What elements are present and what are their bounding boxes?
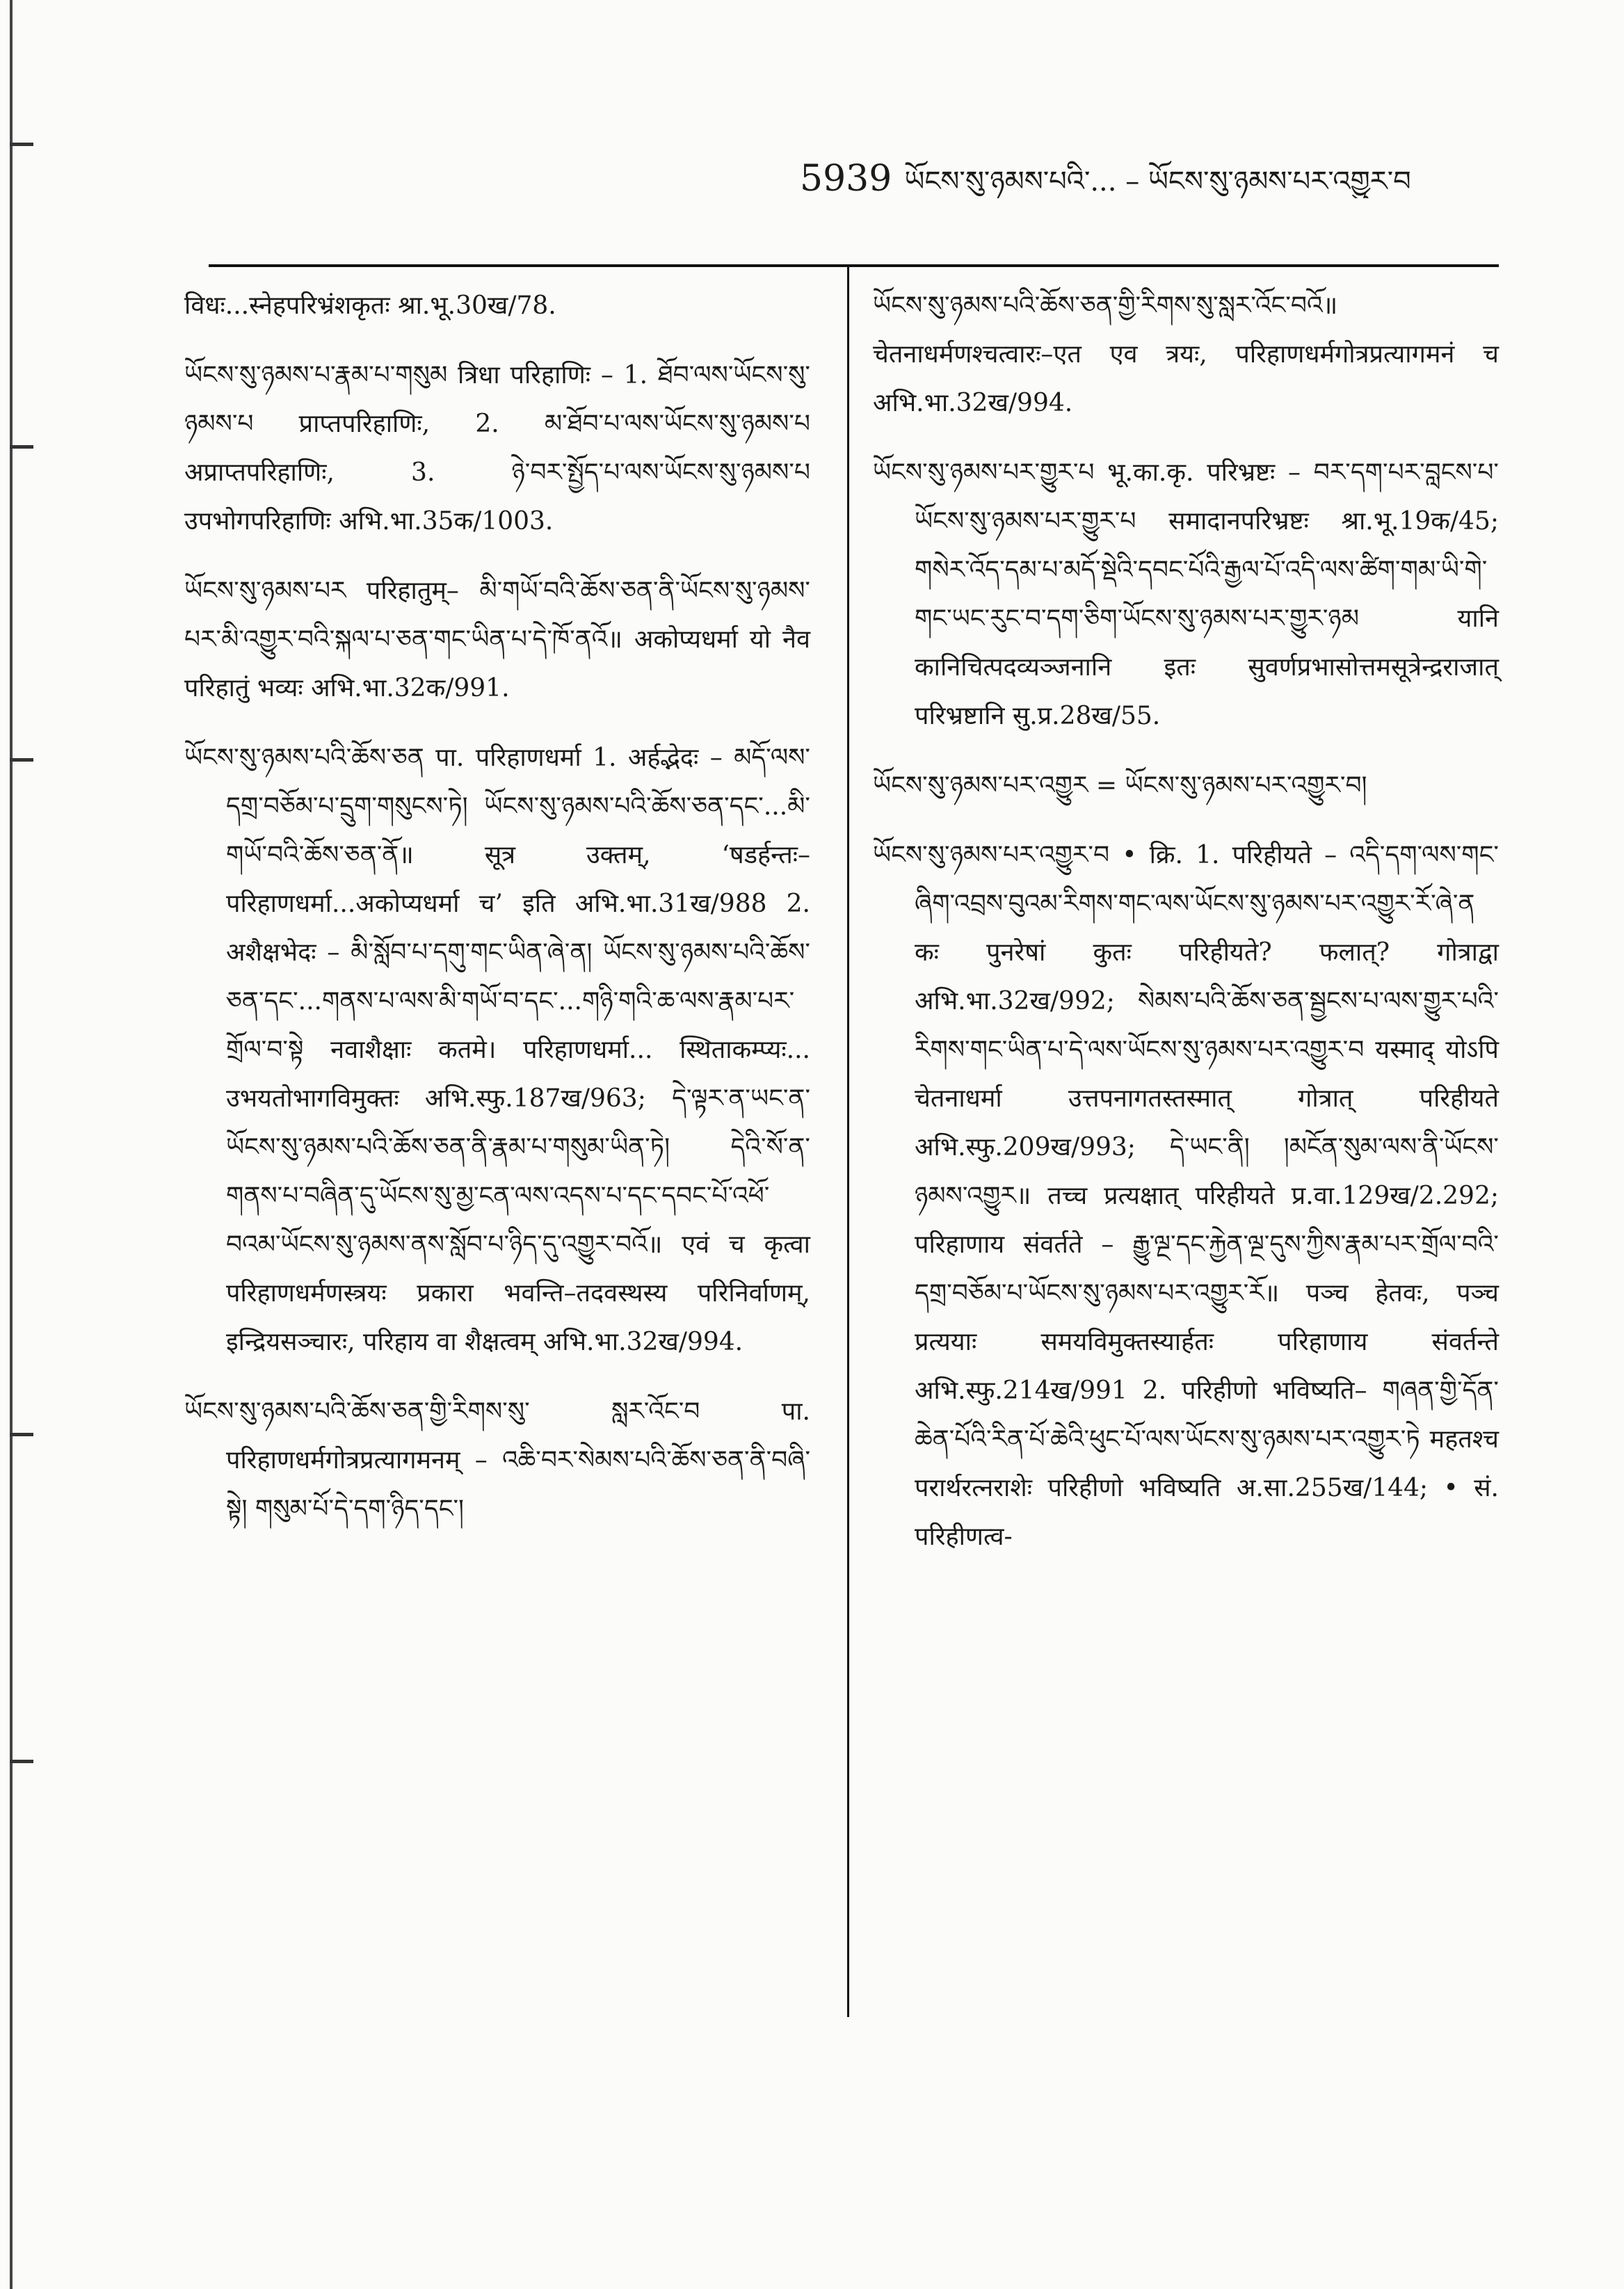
column-divider xyxy=(847,264,849,2017)
dictionary-entry: ཡོངས་སུ་ཉམས་པའི་ཆོས་ཅན पा. परिहाणधर्मा 1. अर्हद्भेदः – མདོ་ལས་དགྲ་བཅོམ་པ་དྲུག་གསུངས་ཏེ། ཡོངས་སུ་ཉམས་པའི་ཆོས་ཅན་དང་...མི་གཡོ་བའི་ཆོས་ཅན་ནོ॥ सूत्र उक्तम्, ‘षडर्हन्तः–परिहाणधर्मा...अकोप्यधर्मा च’ इति अभि.भा.31ख/988 2. अशैक्षभेदः – མི་སློབ་པ་དགུ་གང་ཡིན་ཞེ་ན། ཡོངས་སུ་ཉམས་པའི་ཆོས་ཅན་དང་...གནས་པ་ལས་མི་གཡོ་བ་དང་...གཉི་གའི་ཆ་ལས་རྣམ་པར་གྲོལ་བ་སྟེ नवाशैक्षाः कतमे। परिहाणधर्मा... स्थिताकम्प्यः... उभयतोभागविमुक्तः अभि.स्फु.187ख/963; དེ་ལྟར་ན་ཡང་ན་ཡོངས་སུ་ཉམས་པའི་ཆོས་ཅན་ནི་རྣམ་པ་གསུམ་ཡིན་ཏེ། དེའི་སོ་ན་གནས་པ་བཞིན་དུ་ཡོངས་སུ་མྱ་ངན་ལས་འདས་པ་དང་དབང་པོ་འཕོ་བའམ་ཡོངས་སུ་ཉམས་ནས་སློབ་པ་ཉིད་དུ་འགྱུར་བའོ॥ एवं च कृत्वा परिहाणधर्मणस्त्रयः प्रकारा भवन्ति–तदवस्थस्य परिनिर्वाणम्, इन्द्रियसञ्चारः, परिहाय वा शैक्षत्वम् अभि.भा.32ख/994. xyxy=(184,744,810,1356)
dictionary-entry: विधः...स्नेहपरिभ्रंशकृतः श्रा.भू.30ख/78. xyxy=(184,291,556,320)
scan-edge-line xyxy=(10,0,13,2289)
running-header xyxy=(800,150,1586,198)
scan-edge-mark xyxy=(10,758,33,762)
header-guide-words: ཡོངས་སུ་ཉམས་པའི་... – ཡོངས་སུ་ཉམས་པར་འགྱུར་བ xyxy=(904,166,1411,198)
dictionary-entry: ཡོངས་སུ་ཉམས་པར་འགྱུར = ཡོངས་སུ་ཉམས་པར་འགྱུར་བ། xyxy=(873,771,1367,800)
dictionary-entry: ཡོངས་སུ་ཉམས་པ་རྣམ་པ་གསུམ त्रिधा परिहाणिः – 1. ཐོབ་ལས་ཡོངས་སུ་ཉམས་པ प्राप्तपरिहाणिः, 2. མ་ཐོབ་པ་ལས་ཡོངས་སུ་ཉམས་པ अप्राप्तपरिहाणिः, 3. ཉེ་བར་སྤྱོད་པ་ལས་ཡོངས་སུ་ཉམས་པ उपभोगपरिहाणिः अभि.भा.35क/1003. xyxy=(184,361,810,536)
scan-edge-mark xyxy=(10,143,33,146)
right-column xyxy=(873,282,1499,1582)
dictionary-entry: ཡོངས་སུ་ཉམས་པའི་ཆོས་ཅན་གྱི་རིགས་སུ་ སླར་འོང་བ पा. परिहाणधर्मगोत्रप्रत्यागमनम् – འཆི་བར་སེམས་པའི་ཆོས་ཅན་ནི་བཞི་སྟེ། གསུམ་པོ་དེ་དག་ཉིད་དང་། xyxy=(184,1397,810,1523)
dictionary-entry: ཡོངས་སུ་ཉམས་པར परिहातुम्– མི་གཡོ་བའི་ཆོས་ཅན་ནི་ཡོངས་སུ་ཉམས་པར་མི་འགྱུར་བའི་སྐལ་པ་ཅན་གང་ཡིན་པ་དེ་ཁོ་ནའོ॥ अकोप्यधर्मा यो नैव परिहातुं भव्यः अभि.भा.32क/991. xyxy=(184,577,810,702)
dictionary-entry: ཡོངས་སུ་ཉམས་པར་གྱུར་པ भू.का.कृ. परिभ्रष्टः – བར་དག་པར་བླངས་པ་ཡོངས་སུ་ཉམས་པར་གྱུར་པ समादानपरिभ्रष्टः श्रा.भू.19क/45; གསེར་འོད་དམ་པ་མདོ་སྡེའི་དབང་པོའི་རྒྱལ་པོ་འདི་ལས་ཚིག་གམ་ཡི་གེ་གང་ཡང་རུང་བ་དག་ཅིག་ཡོངས་སུ་ཉམས་པར་གྱུར་ཉམ यानि कानिचित्पदव्यञ्जनानि इतः सुवर्णप्रभासोत्तमसूत्रेन्द्रराजात् परिभ्रष्टानि सु.प्र.28ख/55. xyxy=(873,458,1499,730)
header-rule xyxy=(209,264,1499,267)
page-number: 5939 xyxy=(800,158,892,198)
dictionary-entry: ཡོངས་སུ་ཉམས་པར་འགྱུར་བ • क्रि. 1. परिहीयते – འདི་དག་ལས་གང་ཞིག་འབྲས་བུའམ་རིགས་གང་ལས་ཡོངས་སུ་ཉམས་པར་འགྱུར་རོ་ཞེ་ན कः पुनरेषां कुतः परिहीयते? फलात्? गोत्राद्वा अभि.भा.32ख/992; སེམས་པའི་ཆོས་ཅན་སྦྱངས་པ་ལས་གྱུར་པའི་རིགས་གང་ཡིན་པ་དེ་ལས་ཡོངས་སུ་ཉམས་པར་འགྱུར་བ यस्माद् योऽपि चेतनाधर्मा उत्तपनागतस्तस्मात् गोत्रात् परिहीयते अभि.स्फु.209ख/993; དེ་ཡང་ནི། །མངོན་སུམ་ལས་ནི་ཡོངས་ཉམས་འགྱུར॥ तच्च प्रत्यक्षात् परिहीयते प्र.वा.129ख/2.292; परिहाणाय संवर्तते – རྒྱུ་ལྔ་དང་རྐྱེན་ལྔ་དུས་ཀྱིས་རྣམ་པར་གྲོལ་བའི་དགྲ་བཅོམ་པ་ཡོངས་སུ་ཉམས་པར་འགྱུར་རོ॥ पञ्च हेतवः, पञ्च प्रत्ययाः समयविमुक्तस्यार्हतः परिहाणाय संवर्तन्ते अभि.स्फु.214ख/991 2. परिहीणो भविष्यति– གཞན་གྱི་དོན་ཆེན་པོའི་རིན་པོ་ཆེའི་ཕུང་པོ་ལས་ཡོངས་སུ་ཉམས་པར་འགྱུར་ཏེ महतश्च परार्थरत्नराशेः परिहीणो भविष्यति अ.सा.255ख/144; • सं. परिहीणत्व- xyxy=(873,841,1499,1551)
left-column xyxy=(184,282,810,1555)
dictionary-entry: ཡོངས་སུ་ཉམས་པའི་ཆོས་ཅན་གྱི་རིགས་སུ་སླར་འོང་བའོ॥ चेतनाधर्मणश्चत्वारः–एत एव त्रयः, परिहाणधर्मगोत्रप्रत्यागमनं च अभि.भा.32ख/994. xyxy=(873,291,1499,417)
scan-edge xyxy=(0,0,63,2289)
scan-edge-mark xyxy=(10,1760,33,1763)
scan-edge-mark xyxy=(10,445,33,449)
scan-edge-mark xyxy=(10,1433,33,1436)
